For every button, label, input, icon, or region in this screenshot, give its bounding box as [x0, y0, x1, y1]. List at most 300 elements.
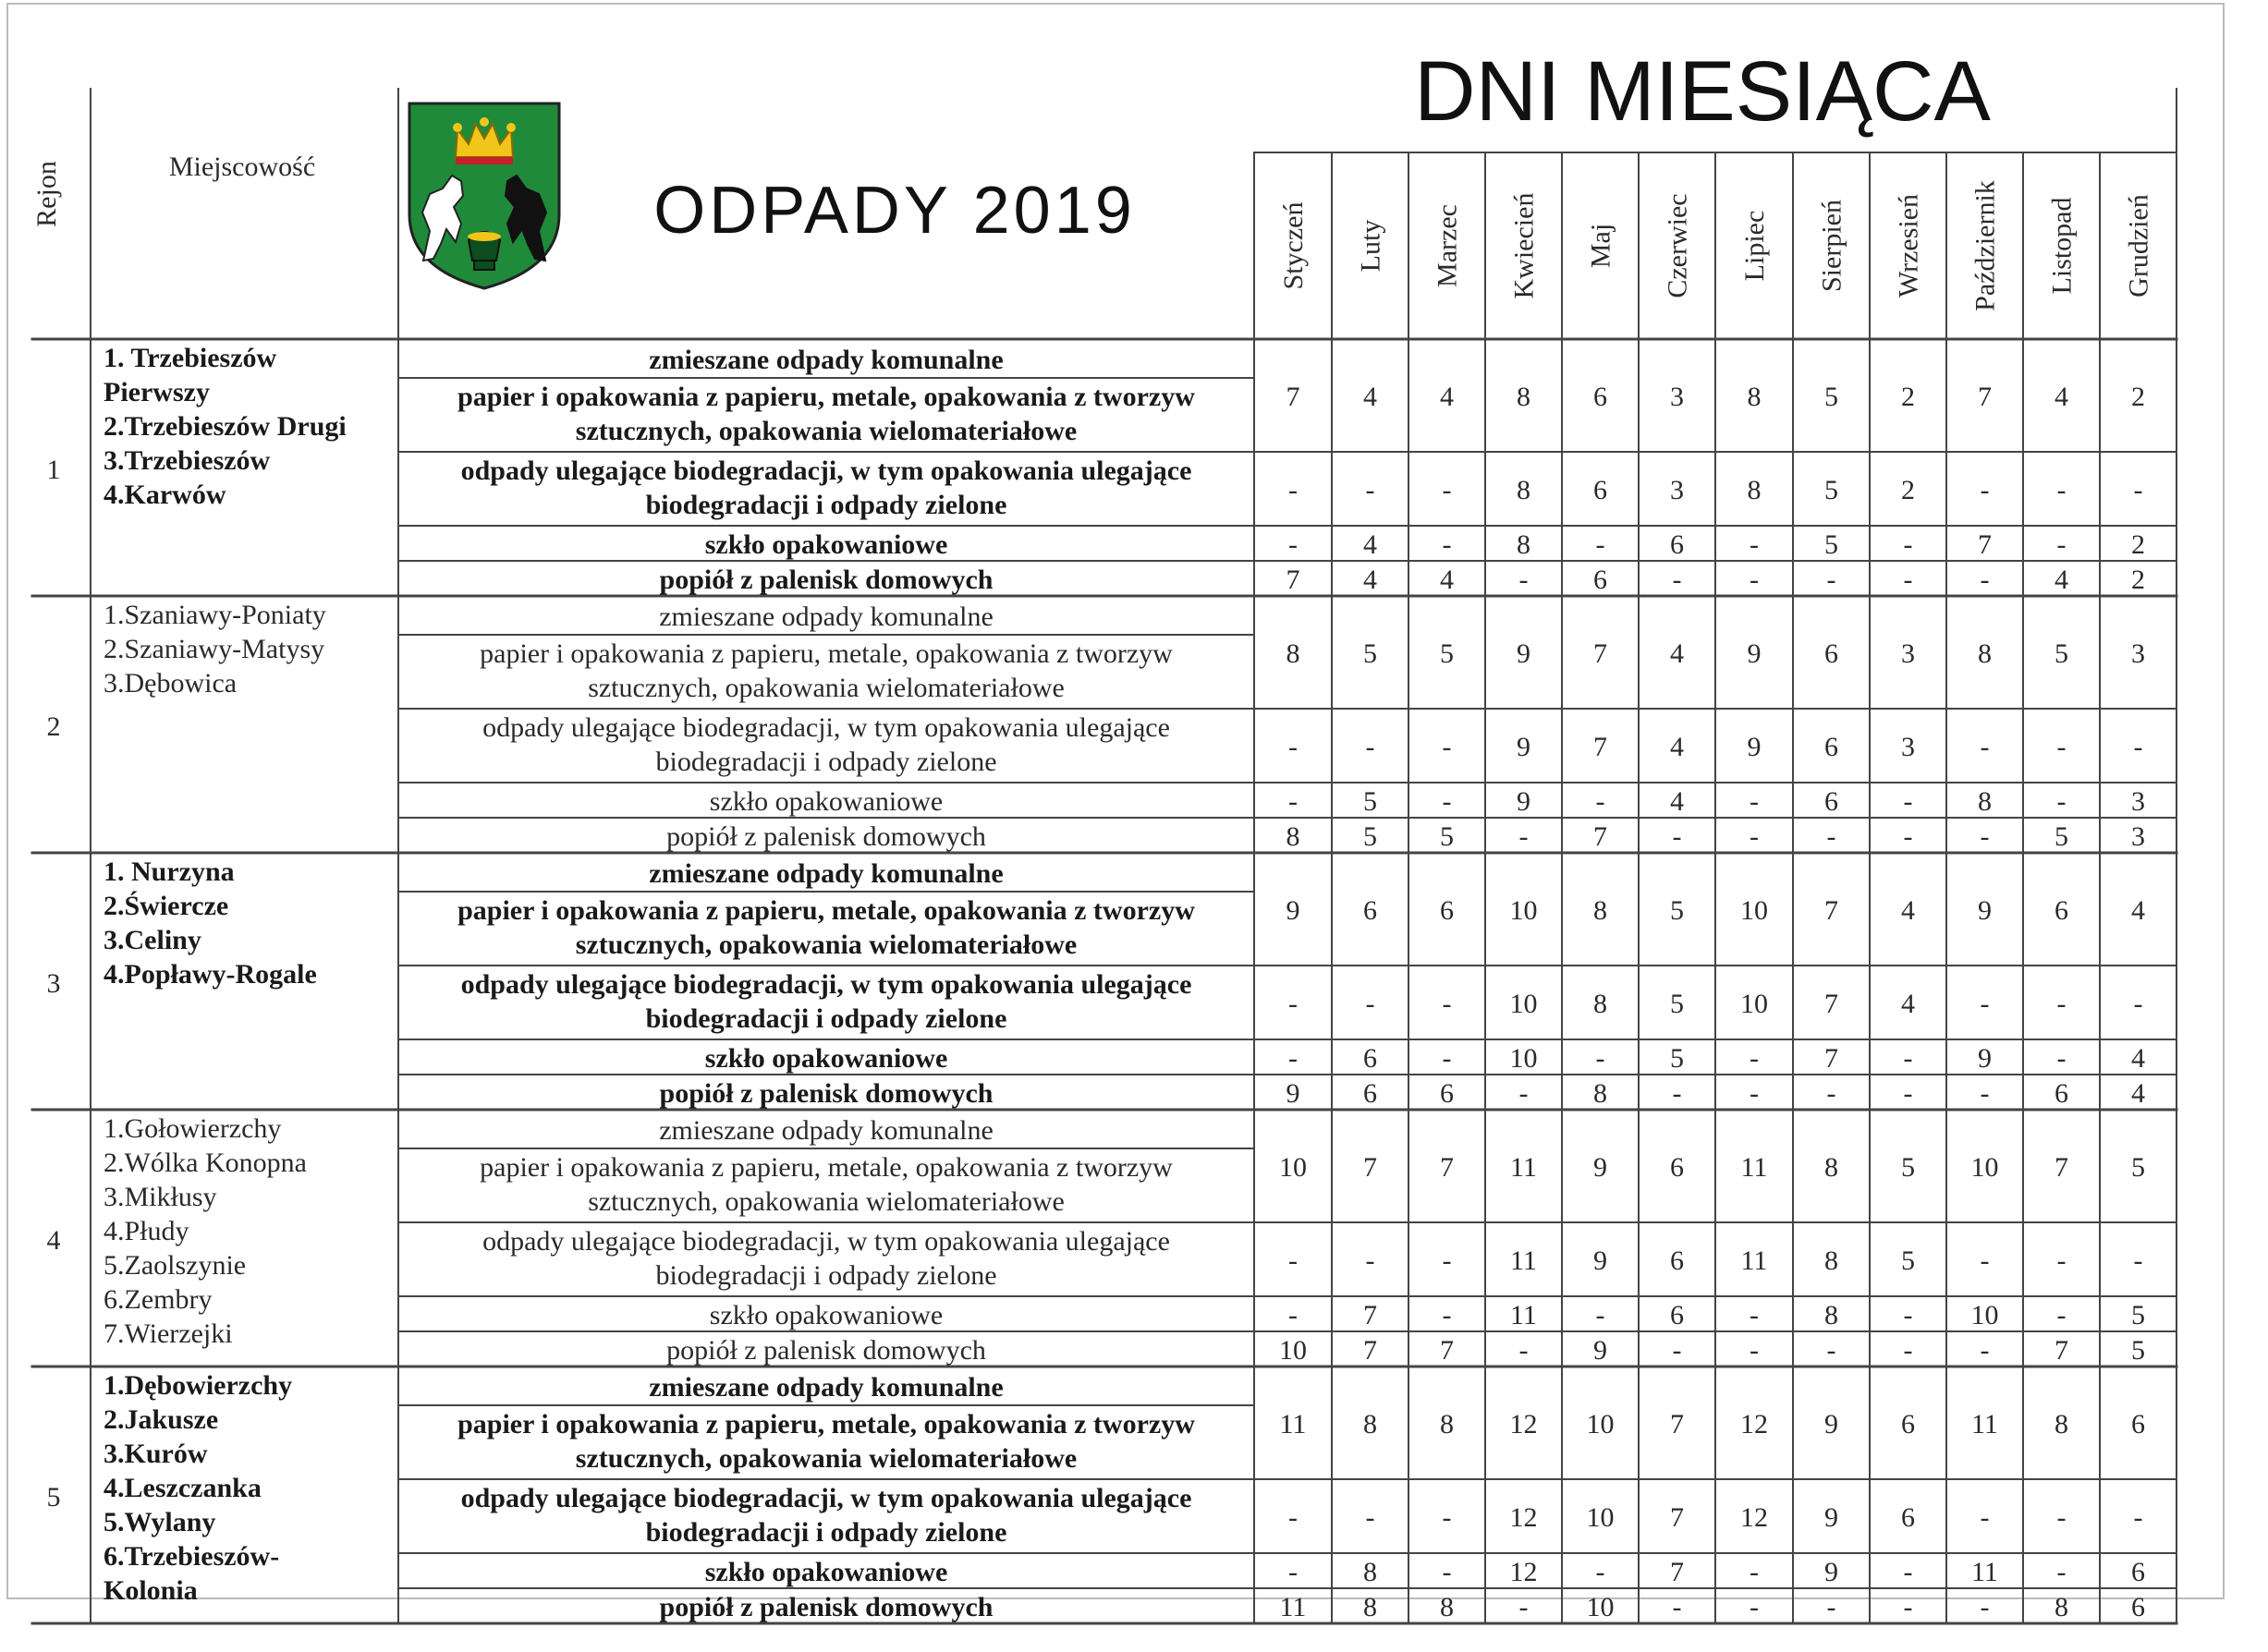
- day-cell: 6: [1593, 565, 1607, 595]
- day-cell: 10: [1586, 1592, 1615, 1622]
- waste-type-label: szkło opakowaniowe: [709, 786, 944, 817]
- day-cell: -: [1903, 565, 1913, 595]
- day-cell: 7: [1978, 382, 1992, 412]
- day-cell: 4: [2131, 1043, 2145, 1074]
- day-cell: -: [1288, 475, 1298, 505]
- waste-type-label: papier i opakowania z papieru, metale, opakowania z tworzyw: [457, 382, 1195, 412]
- day-cell: 11: [1740, 1152, 1768, 1183]
- month-header-10: Październik: [1969, 180, 2001, 311]
- region-4: [47, 1113, 2146, 1366]
- day-cell: 10: [1279, 1152, 1307, 1183]
- locality-name: 2.Jakusze: [104, 1404, 219, 1435]
- day-cell: 5: [2131, 1152, 2145, 1183]
- day-cell: -: [1442, 1043, 1452, 1074]
- day-cell: 6: [2131, 1592, 2145, 1622]
- day-cell: 3: [1901, 732, 1915, 762]
- day-cell: 7: [1440, 1335, 1454, 1366]
- day-cell: 9: [1978, 895, 1992, 926]
- region-column-header: Rejon: [31, 161, 62, 227]
- locality-name: 5.Wylany: [104, 1507, 216, 1537]
- day-cell: 10: [1509, 895, 1538, 926]
- day-cell: -: [1288, 989, 1298, 1019]
- day-cell: 9: [1593, 1335, 1607, 1366]
- day-cell: 7: [1824, 895, 1838, 926]
- day-cell: 8: [1978, 638, 1992, 669]
- day-cell: 12: [1509, 1502, 1538, 1533]
- day-cell: 11: [1279, 1592, 1307, 1622]
- day-cell: -: [1288, 1300, 1298, 1330]
- day-cell: -: [1980, 821, 1990, 852]
- day-cell: 8: [1517, 529, 1530, 560]
- day-cell: -: [2133, 475, 2143, 505]
- day-cell: -: [1365, 1502, 1375, 1533]
- day-cell: 6: [1363, 1078, 1377, 1109]
- day-cell: 10: [1740, 895, 1768, 926]
- day-cell: 9: [1286, 1078, 1300, 1109]
- locality-name: 3.Mikłusy: [104, 1182, 217, 1212]
- waste-type-label: sztucznych, opakowania wielomateriałowe: [588, 673, 1065, 703]
- day-cell: 5: [1363, 786, 1377, 817]
- day-cell: -: [2133, 1502, 2143, 1533]
- day-cell: 8: [1824, 1245, 1838, 1276]
- day-cell: -: [2133, 1245, 2143, 1276]
- waste-type-label: biodegradacji i odpady zielone: [645, 490, 1007, 520]
- day-cell: -: [1980, 1335, 1990, 1366]
- month-header-2: Luty: [1355, 219, 1386, 273]
- day-cell: -: [1518, 1078, 1529, 1109]
- day-cell: 9: [1747, 732, 1762, 762]
- day-cell: 5: [1824, 475, 1838, 505]
- day-cell: 6: [1670, 1300, 1684, 1330]
- day-cell: 6: [1440, 1078, 1454, 1109]
- day-cell: -: [1288, 1043, 1298, 1074]
- locality-name: 4.Płudy: [104, 1216, 189, 1246]
- day-cell: 9: [1824, 1409, 1838, 1439]
- month-header-11: Listopad: [2046, 197, 2078, 295]
- day-cell: -: [2056, 1043, 2067, 1074]
- day-cell: 4: [2131, 1078, 2145, 1109]
- day-cell: 5: [2055, 638, 2068, 669]
- locality-name: 2.Szaniawy-Matysy: [104, 634, 325, 664]
- day-cell: -: [1750, 821, 1759, 852]
- locality-name: 4.Karwów: [104, 480, 226, 510]
- day-cell: 3: [2131, 638, 2145, 669]
- day-cell: 8: [1286, 821, 1300, 852]
- day-cell: 5: [1824, 382, 1838, 412]
- coat-of-arms: [409, 103, 559, 288]
- day-cell: 4: [1440, 382, 1454, 412]
- day-cell: 4: [2055, 382, 2068, 412]
- waste-type-label: popiół z palenisk domowych: [659, 1592, 994, 1622]
- month-header-12: Grudzień: [2123, 194, 2154, 298]
- waste-type-label: odpady ulegające biodegradacji, w tym opakowania ulegające: [460, 969, 1192, 1000]
- day-cell: 8: [1363, 1409, 1377, 1439]
- day-cell: -: [1903, 1078, 1913, 1109]
- day-cell: 12: [1509, 1557, 1538, 1587]
- day-cell: 8: [1824, 1300, 1838, 1330]
- day-cell: -: [1750, 1043, 1759, 1074]
- day-cell: 7: [1978, 529, 1992, 560]
- day-cell: -: [1595, 786, 1605, 817]
- day-cell: -: [1595, 1300, 1605, 1330]
- day-cell: 8: [1747, 382, 1762, 412]
- day-cell: 7: [1670, 1557, 1684, 1587]
- day-cell: -: [1980, 565, 1990, 595]
- day-cell: 4: [1440, 565, 1454, 595]
- day-cell: -: [2056, 989, 2067, 1019]
- day-cell: 8: [1517, 475, 1530, 505]
- day-cell: 9: [1286, 895, 1300, 926]
- day-cell: -: [1672, 1335, 1682, 1366]
- day-cell: 9: [1517, 638, 1530, 669]
- day-cell: 12: [1509, 1409, 1538, 1439]
- month-header-9: Wrzesień: [1893, 193, 1924, 298]
- locality-name: 3.Dębowica: [104, 668, 238, 698]
- day-cell: 4: [1901, 989, 1915, 1019]
- month-header-1: Styczeń: [1278, 201, 1309, 290]
- day-cell: 6: [1670, 529, 1684, 560]
- locality-name: 2.Trzebieszów Drugi: [104, 411, 347, 442]
- day-cell: 3: [1901, 638, 1915, 669]
- day-cell: 6: [1440, 895, 1454, 926]
- day-cell: -: [1442, 1300, 1452, 1330]
- day-cell: 8: [1593, 989, 1607, 1019]
- day-cell: -: [1288, 1557, 1298, 1587]
- day-cell: 4: [2131, 895, 2145, 926]
- month-header-8: Sierpień: [1816, 200, 1847, 292]
- day-cell: -: [2056, 529, 2067, 560]
- day-cell: -: [1442, 786, 1452, 817]
- day-cell: -: [2056, 1300, 2067, 1330]
- day-cell: 11: [1971, 1409, 1998, 1439]
- day-cell: -: [1750, 529, 1759, 560]
- day-cell: 8: [1440, 1592, 1454, 1622]
- day-cell: 4: [1670, 638, 1684, 669]
- day-cell: -: [1903, 529, 1913, 560]
- day-cell: 10: [1586, 1502, 1615, 1533]
- day-cell: -: [1672, 565, 1682, 595]
- day-cell: -: [1826, 1335, 1836, 1366]
- day-cell: -: [1980, 1078, 1990, 1109]
- day-cell: 11: [1510, 1300, 1537, 1330]
- locality-name: Pierwszy: [104, 377, 210, 407]
- document-title: ODPADY 2019: [653, 174, 1136, 248]
- waste-type-label: szkło opakowaniowe: [704, 529, 948, 560]
- day-cell: -: [2133, 989, 2143, 1019]
- waste-type-label: zmieszane odpady komunalne: [659, 1115, 994, 1146]
- day-cell: -: [1980, 1245, 1990, 1276]
- day-cell: -: [2056, 732, 2067, 762]
- month-header-4: Kwiecień: [1508, 192, 1540, 299]
- region-1: [47, 343, 2146, 595]
- locality-name: 3.Celiny: [104, 925, 201, 955]
- day-cell: 11: [1510, 1152, 1537, 1183]
- day-cell: -: [1442, 1502, 1452, 1533]
- day-cell: 3: [2131, 821, 2145, 852]
- day-cell: 6: [1824, 638, 1838, 669]
- day-cell: 4: [1363, 382, 1377, 412]
- day-cell: -: [2133, 732, 2143, 762]
- day-cell: -: [1903, 1335, 1913, 1366]
- day-cell: 6: [2131, 1409, 2145, 1439]
- region-number: 2: [46, 711, 61, 742]
- day-cell: 2: [1901, 382, 1915, 412]
- day-cell: -: [1826, 821, 1836, 852]
- waste-type-label: papier i opakowania z papieru, metale, opakowania z tworzyw: [457, 895, 1195, 926]
- day-cell: 9: [1517, 786, 1530, 817]
- waste-type-label: szkło opakowaniowe: [704, 1043, 948, 1074]
- day-cell: 3: [1670, 475, 1684, 505]
- day-cell: 5: [1363, 638, 1377, 669]
- locality-name: 2.Świercze: [104, 891, 229, 921]
- waste-type-label: zmieszane odpady komunalne: [659, 601, 994, 632]
- day-cell: 7: [1670, 1502, 1684, 1533]
- day-cell: 8: [1747, 475, 1762, 505]
- day-cell: 7: [1670, 1409, 1684, 1439]
- region-number: 1: [46, 455, 61, 485]
- day-cell: 11: [1740, 1245, 1768, 1276]
- locality-name: 3.Trzebieszów: [104, 445, 271, 476]
- day-cell: 5: [1901, 1245, 1915, 1276]
- waste-type-label: popiół z palenisk domowych: [659, 1078, 994, 1109]
- locality-name: 5.Zaolszynie: [104, 1250, 247, 1281]
- day-cell: 6: [2131, 1557, 2145, 1587]
- day-cell: 6: [1824, 786, 1838, 817]
- day-cell: -: [1288, 732, 1298, 762]
- day-cell: -: [1903, 1043, 1913, 1074]
- day-cell: 6: [1670, 1245, 1684, 1276]
- day-cell: 8: [1593, 895, 1607, 926]
- waste-type-label: popiół z palenisk domowych: [666, 1335, 986, 1366]
- day-cell: 9: [1747, 638, 1762, 669]
- waste-type-label: odpady ulegające biodegradacji, w tym opakowania ulegające: [482, 1226, 1170, 1257]
- day-cell: -: [1903, 1592, 1913, 1622]
- day-cell: 7: [1363, 1335, 1377, 1366]
- day-cell: 4: [1670, 786, 1684, 817]
- day-cell: 4: [1363, 565, 1377, 595]
- waste-type-label: biodegradacji i odpady zielone: [645, 1517, 1007, 1548]
- day-cell: 8: [1824, 1152, 1838, 1183]
- day-cell: 11: [1971, 1557, 1998, 1587]
- day-cell: 10: [1509, 1043, 1538, 1074]
- day-cell: -: [1750, 1300, 1759, 1330]
- month-header-7: Lipiec: [1739, 210, 1770, 282]
- day-cell: -: [1826, 1078, 1836, 1109]
- day-cell: -: [2056, 475, 2067, 505]
- day-cell: -: [1518, 1335, 1529, 1366]
- day-cell: -: [1980, 732, 1990, 762]
- day-cell: 7: [1824, 1043, 1838, 1074]
- day-cell: 4: [1670, 732, 1684, 762]
- day-cell: 5: [2131, 1300, 2145, 1330]
- waste-type-label: odpady ulegające biodegradacji, w tym opakowania ulegające: [460, 1483, 1192, 1513]
- locality-name: 1.Szaniawy-Poniaty: [104, 600, 326, 630]
- day-cell: 7: [1363, 1300, 1377, 1330]
- day-cell: -: [1442, 1557, 1452, 1587]
- day-cell: 3: [2131, 786, 2145, 817]
- day-cell: 6: [1593, 382, 1607, 412]
- day-cell: 11: [1510, 1245, 1537, 1276]
- month-header-5: Maj: [1585, 223, 1616, 269]
- waste-type-label: biodegradacji i odpady zielone: [655, 747, 997, 777]
- table-grid: [32, 89, 2177, 1623]
- day-cell: -: [1365, 732, 1375, 762]
- day-cell: 3: [1670, 382, 1684, 412]
- day-cell: 7: [2055, 1335, 2068, 1366]
- locality-column-header: Miejscowość: [168, 152, 316, 182]
- locality-name: 6.Zembry: [104, 1284, 213, 1315]
- region-number: 4: [46, 1225, 61, 1256]
- day-cell: -: [1365, 475, 1375, 505]
- day-cell: 10: [1586, 1409, 1615, 1439]
- day-cell: -: [1288, 786, 1298, 817]
- month-header-6: Czerwiec: [1662, 193, 1693, 298]
- region-number: 3: [46, 968, 61, 999]
- waste-type-label: papier i opakowania z papieru, metale, opakowania z tworzyw: [480, 638, 1173, 669]
- day-cell: 5: [1824, 529, 1838, 560]
- day-cell: 2: [1901, 475, 1915, 505]
- day-cell: 9: [1593, 1152, 1607, 1183]
- day-cell: 7: [1593, 821, 1607, 852]
- day-cell: 7: [1593, 638, 1607, 669]
- day-cell: 4: [1363, 529, 1377, 560]
- day-cell: 9: [1517, 732, 1530, 762]
- locality-name: 6.Trzebieszów-: [104, 1541, 280, 1572]
- day-cell: 8: [1517, 382, 1530, 412]
- region-2: [47, 600, 2146, 852]
- region-5: [47, 1370, 2146, 1622]
- month-header-3: Marzec: [1432, 204, 1463, 287]
- day-cell: -: [1980, 475, 1990, 505]
- locality-name: 1. Nurzyna: [104, 856, 235, 887]
- locality-name: 4.Leszczanka: [104, 1473, 262, 1503]
- day-cell: 8: [1286, 638, 1300, 669]
- day-cell: -: [1442, 989, 1452, 1019]
- waste-type-label: sztucznych, opakowania wielomateriałowe: [575, 416, 1078, 446]
- locality-name: 7.Wierzejki: [104, 1318, 233, 1349]
- day-cell: 6: [1363, 895, 1377, 926]
- schedule-body: [47, 343, 2146, 1622]
- day-cell: -: [1672, 821, 1682, 852]
- day-cell: 2: [2131, 529, 2145, 560]
- day-cell: 9: [1593, 1245, 1607, 1276]
- day-cell: -: [1750, 1557, 1759, 1587]
- day-cell: 6: [1593, 475, 1607, 505]
- waste-type-label: zmieszane odpady komunalne: [649, 1372, 1004, 1403]
- waste-type-label: sztucznych, opakowania wielomateriałowe: [575, 929, 1078, 960]
- day-cell: 5: [1901, 1152, 1915, 1183]
- day-cell: -: [1750, 1592, 1759, 1622]
- day-cell: 7: [1286, 382, 1300, 412]
- day-cell: 10: [1740, 989, 1768, 1019]
- day-cell: -: [1518, 565, 1529, 595]
- day-cell: -: [1288, 1245, 1298, 1276]
- waste-type-label: papier i opakowania z papieru, metale, opakowania z tworzyw: [457, 1409, 1195, 1439]
- day-cell: 6: [2055, 1078, 2068, 1109]
- day-cell: -: [1365, 989, 1375, 1019]
- day-cell: 6: [1670, 1152, 1684, 1183]
- locality-name: 1.Dębowierzchy: [104, 1370, 293, 1401]
- day-cell: 7: [1824, 989, 1838, 1019]
- day-cell: 7: [1363, 1152, 1377, 1183]
- day-cell: 9: [1978, 1043, 1992, 1074]
- day-cell: 11: [1279, 1409, 1307, 1439]
- day-cell: -: [1672, 1592, 1682, 1622]
- day-cell: 7: [2055, 1152, 2068, 1183]
- day-cell: 5: [1363, 821, 1377, 852]
- waste-type-label: odpady ulegające biodegradacji, w tym opakowania ulegające: [460, 456, 1192, 486]
- day-cell: 7: [1286, 565, 1300, 595]
- day-cell: -: [1595, 1043, 1605, 1074]
- day-cell: 5: [2055, 821, 2068, 852]
- day-cell: -: [1595, 1557, 1605, 1587]
- locality-name: 1.Gołowierzchy: [104, 1113, 282, 1144]
- day-cell: 7: [1593, 732, 1607, 762]
- day-cell: -: [1980, 989, 1990, 1019]
- region-number: 5: [46, 1482, 61, 1512]
- locality-name: 1. Trzebieszów: [104, 343, 277, 373]
- day-cell: -: [1518, 821, 1529, 852]
- day-cell: -: [1750, 786, 1759, 817]
- day-cell: 5: [1440, 821, 1454, 852]
- day-cell: -: [1826, 565, 1836, 595]
- waste-type-label: szkło opakowaniowe: [709, 1300, 944, 1330]
- day-cell: -: [1750, 1335, 1759, 1366]
- day-cell: -: [1903, 1557, 1913, 1587]
- day-cell: 2: [2131, 382, 2145, 412]
- day-cell: 5: [1440, 638, 1454, 669]
- day-cell: -: [1750, 1078, 1759, 1109]
- days-of-month-title: DNI MIESIĄCA: [1414, 44, 1991, 139]
- waste-type-label: papier i opakowania z papieru, metale, opakowania z tworzyw: [480, 1152, 1173, 1183]
- waste-type-label: biodegradacji i odpady zielone: [645, 1003, 1007, 1034]
- day-cell: 9: [1824, 1557, 1838, 1587]
- day-cell: -: [1288, 1502, 1298, 1533]
- waste-type-label: popiół z palenisk domowych: [666, 821, 986, 852]
- day-cell: -: [1288, 529, 1298, 560]
- locality-name: 2.Wólka Konopna: [104, 1148, 307, 1178]
- day-cell: 6: [1901, 1409, 1915, 1439]
- day-cell: -: [1750, 565, 1759, 595]
- waste-type-label: szkło opakowaniowe: [704, 1557, 948, 1587]
- day-cell: -: [1518, 1592, 1529, 1622]
- day-cell: 8: [1978, 786, 1992, 817]
- day-cell: 8: [1593, 1078, 1607, 1109]
- day-cell: -: [1595, 529, 1605, 560]
- day-cell: 10: [1970, 1152, 1999, 1183]
- day-cell: -: [1826, 1592, 1836, 1622]
- day-cell: 8: [1440, 1409, 1454, 1439]
- day-cell: 8: [2055, 1409, 2068, 1439]
- day-cell: -: [1442, 1245, 1452, 1276]
- day-cell: -: [1672, 1078, 1682, 1109]
- locality-name: 3.Kurów: [104, 1439, 208, 1469]
- day-cell: -: [2056, 786, 2067, 817]
- day-cell: 8: [1363, 1592, 1377, 1622]
- waste-type-label: popiół z palenisk domowych: [659, 565, 994, 595]
- day-cell: 6: [1363, 1043, 1377, 1074]
- day-cell: -: [2056, 1557, 2067, 1587]
- day-cell: 8: [1363, 1557, 1377, 1587]
- day-cell: -: [1442, 529, 1452, 560]
- day-cell: 9: [1824, 1502, 1838, 1533]
- day-cell: -: [1903, 821, 1913, 852]
- waste-type-label: zmieszane odpady komunalne: [649, 858, 1004, 889]
- day-cell: 5: [2131, 1335, 2145, 1366]
- waste-type-label: sztucznych, opakowania wielomateriałowe: [588, 1186, 1065, 1217]
- day-cell: 10: [1279, 1335, 1307, 1366]
- day-cell: 4: [2055, 565, 2068, 595]
